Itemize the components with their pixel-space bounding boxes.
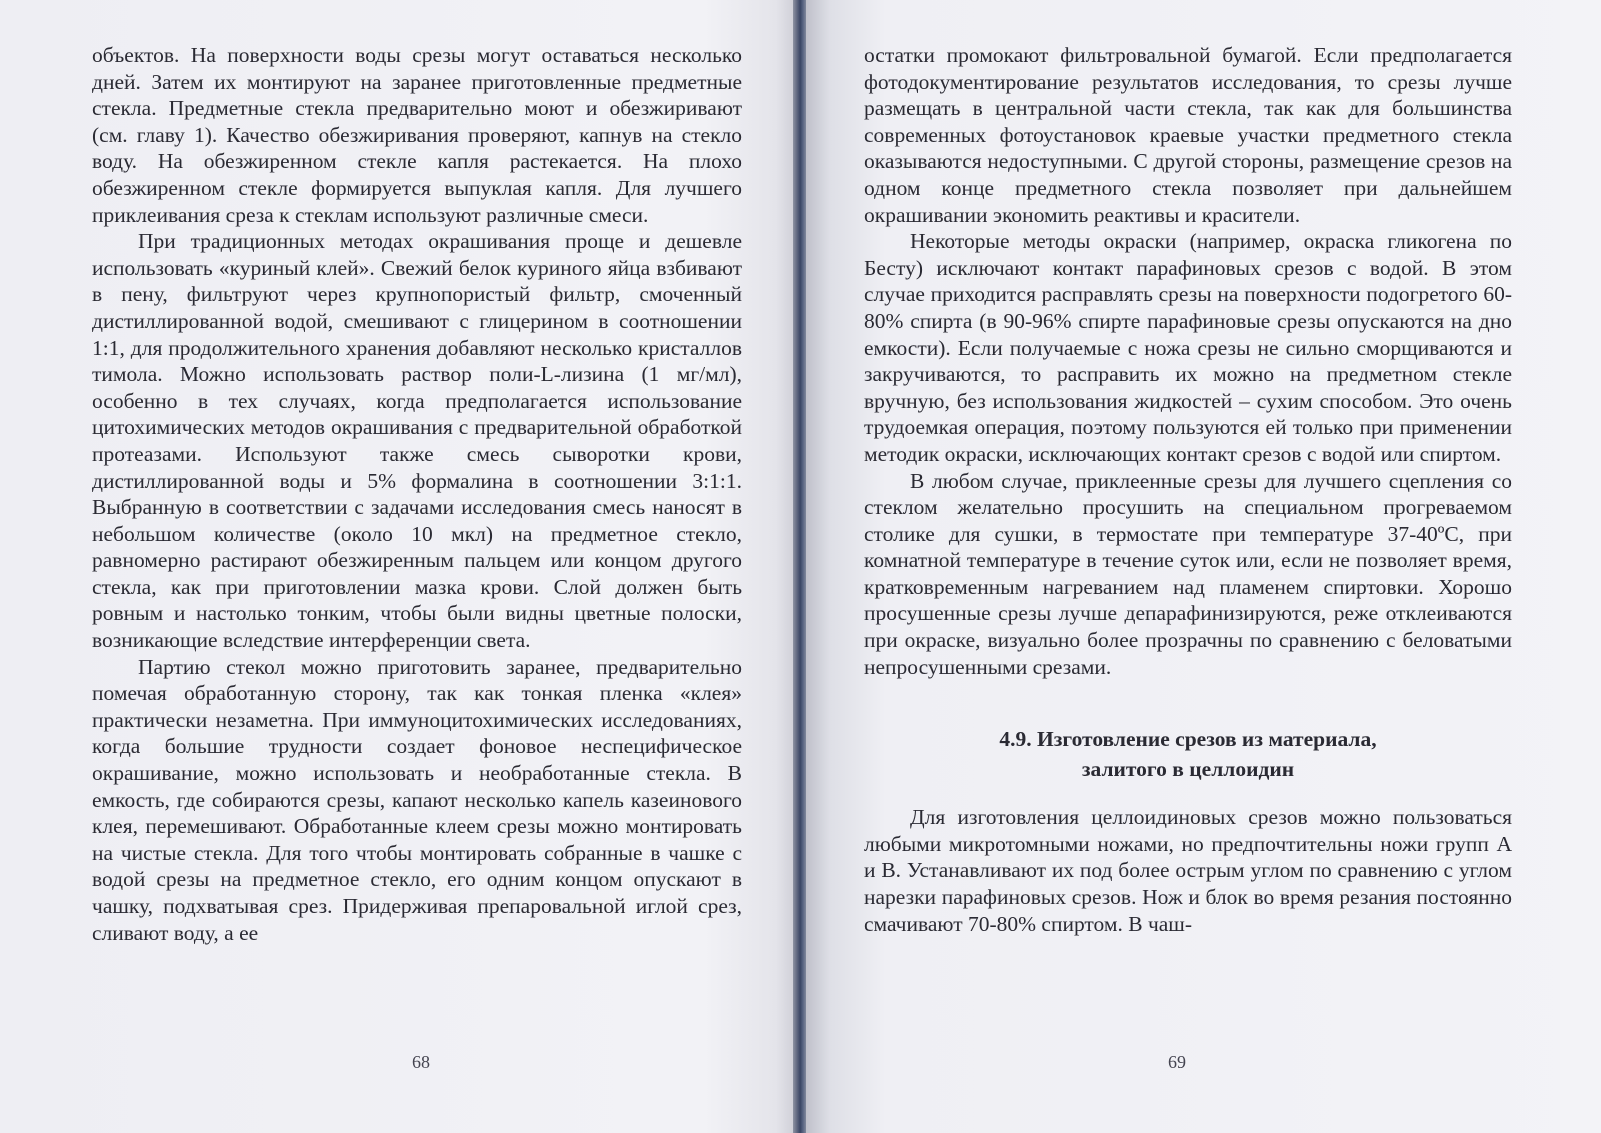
paragraph: Для изготовления целлоидиновых срезов можно пользоваться любыми микротомными ножами, но предпочтительны ножи групп А и В. Устанавливают их под более острым углом по сравнению с углом нарезки парафиновых срезов. Нож и блок во время резания постоянно смачивают 70-80% спиртом. В чаш- [864, 805, 1512, 936]
paragraph: При традиционных методах окрашивания проще и дешевле использовать «куриный клей». Свежий белок куриного яйца взбивают в пену, фильтруют через крупнопористый фильтр, смоченный дистиллированной водой, смешивают с глицерином в соотношении 1:1, для продолжительного хранения добавляют несколько кристаллов тимола. Можно использовать раствор поли-L-лизина (1 мг/мл), особенно в тех случаях, когда предполагается использование цитохимических методов окрашивания с предварительной обработкой протеазами. Используют также смесь сыворотки крови, дистиллированной воды и 5% формалина в соотношении 3:1:1. Выбранную в соответствии с задачами исследования смесь наносят в небольшом количестве (около 10 мкл) на предметное стекло, равномерно растирают обезжиренным пальцем или концом другого стекла, как при приготовлении мазка крови. Слой должен быть ровным и настолько тонким, чтобы были видны цветные полоски, возникающие вследствие интерференции света. [92, 229, 742, 653]
left-page-text [92, 42, 742, 946]
right-page [806, 0, 1601, 1133]
paragraph: остатки промокают фильтровальной бумагой. Если предполагается фотодокументирование результатов исследования, то срезы лучше размещать в центральной части стекла, так как для большинства современных фотоустановок краевые участки предметного стекла оказываются недоступными. С другой стороны, размещение срезов на одном конце предметного стекла позволяет при дальнейшем окрашивании экономить реактивы и красители. [864, 43, 1512, 227]
section-heading-line: залитого в целлоидин [1081, 757, 1295, 782]
right-page-text [864, 42, 1512, 937]
paragraph: Некоторые методы окраски (например, окраска гликогена по Бесту) исключают контакт парафиновых срезов с водой. В этом случае приходится расправлять срезы на поверхности подогретого 60-80% спирта (в 90-96% спирте парафиновые срезы опускаются на дно емкости). Если получаемые с ножа срезы не сильно сморщиваются и закручиваются, то расправить их можно на предметном стекле вручную, без использования жидкостей – сухим способом. Это очень трудоемкая операция, поэтому пользуются ей только при применении методик окраски, исключающих контакт срезов с водой или спиртом. [864, 229, 1512, 466]
section-heading [864, 724, 1512, 784]
section-heading-line: 4.9. Изготовление срезов из материала, [999, 727, 1377, 752]
paragraph: объектов. На поверхности воды срезы могут оставаться несколько дней. Затем их монтируют на заранее приготовленные предметные стекла. Предметные стекла предварительно моют и обезжиривают (см. главу 1). Качество обезжиривания проверяют, капнув на стекло воду. На обезжиренном стекле капля растекается. На плохо обезжиренном стекле формируется выпуклая капля. Для лучшего приклеивания среза к стеклам используют различные смеси. [92, 43, 742, 227]
page-number: 68 [412, 1052, 430, 1072]
left-page [0, 0, 800, 1133]
paragraph: В любом случае, приклеенные срезы для лучшего сцепления со стеклом желательно просушить на специальном прогреваемом столике для сушки, в термостате при температуре 37-40ºС, при комнатной температуре в течение суток или, если не позволяет время, кратковременным нагреванием над пламенем спиртовки. Хорошо просушенные срезы лучше депарафинизируются, реже отклеиваются при окраске, визуально более прозрачны по сравнению с беловатыми непросушенными срезами. [864, 468, 1512, 679]
paragraph: Партию стекол можно приготовить заранее, предварительно помечая обработанную сторону, так как тонкая пленка «клея» практически незаметна. При иммуноцитохимических исследованиях, когда большие трудности создает фоновое неспецифическое окрашивание, можно использовать и необработанные стекла. В емкость, где собираются срезы, капают несколько капель казеинового клея, перемешивают. Обработанные клеем срезы можно монтировать на чистые стекла. Для того чтобы монтировать собранные в чашке с водой срезы на предметное стекло, его одним концом опускают в чашку, подхватывая срез. Придерживая препаровальной иглой срез, сливают воду, а ее [92, 654, 742, 945]
page-number: 69 [1168, 1052, 1186, 1072]
